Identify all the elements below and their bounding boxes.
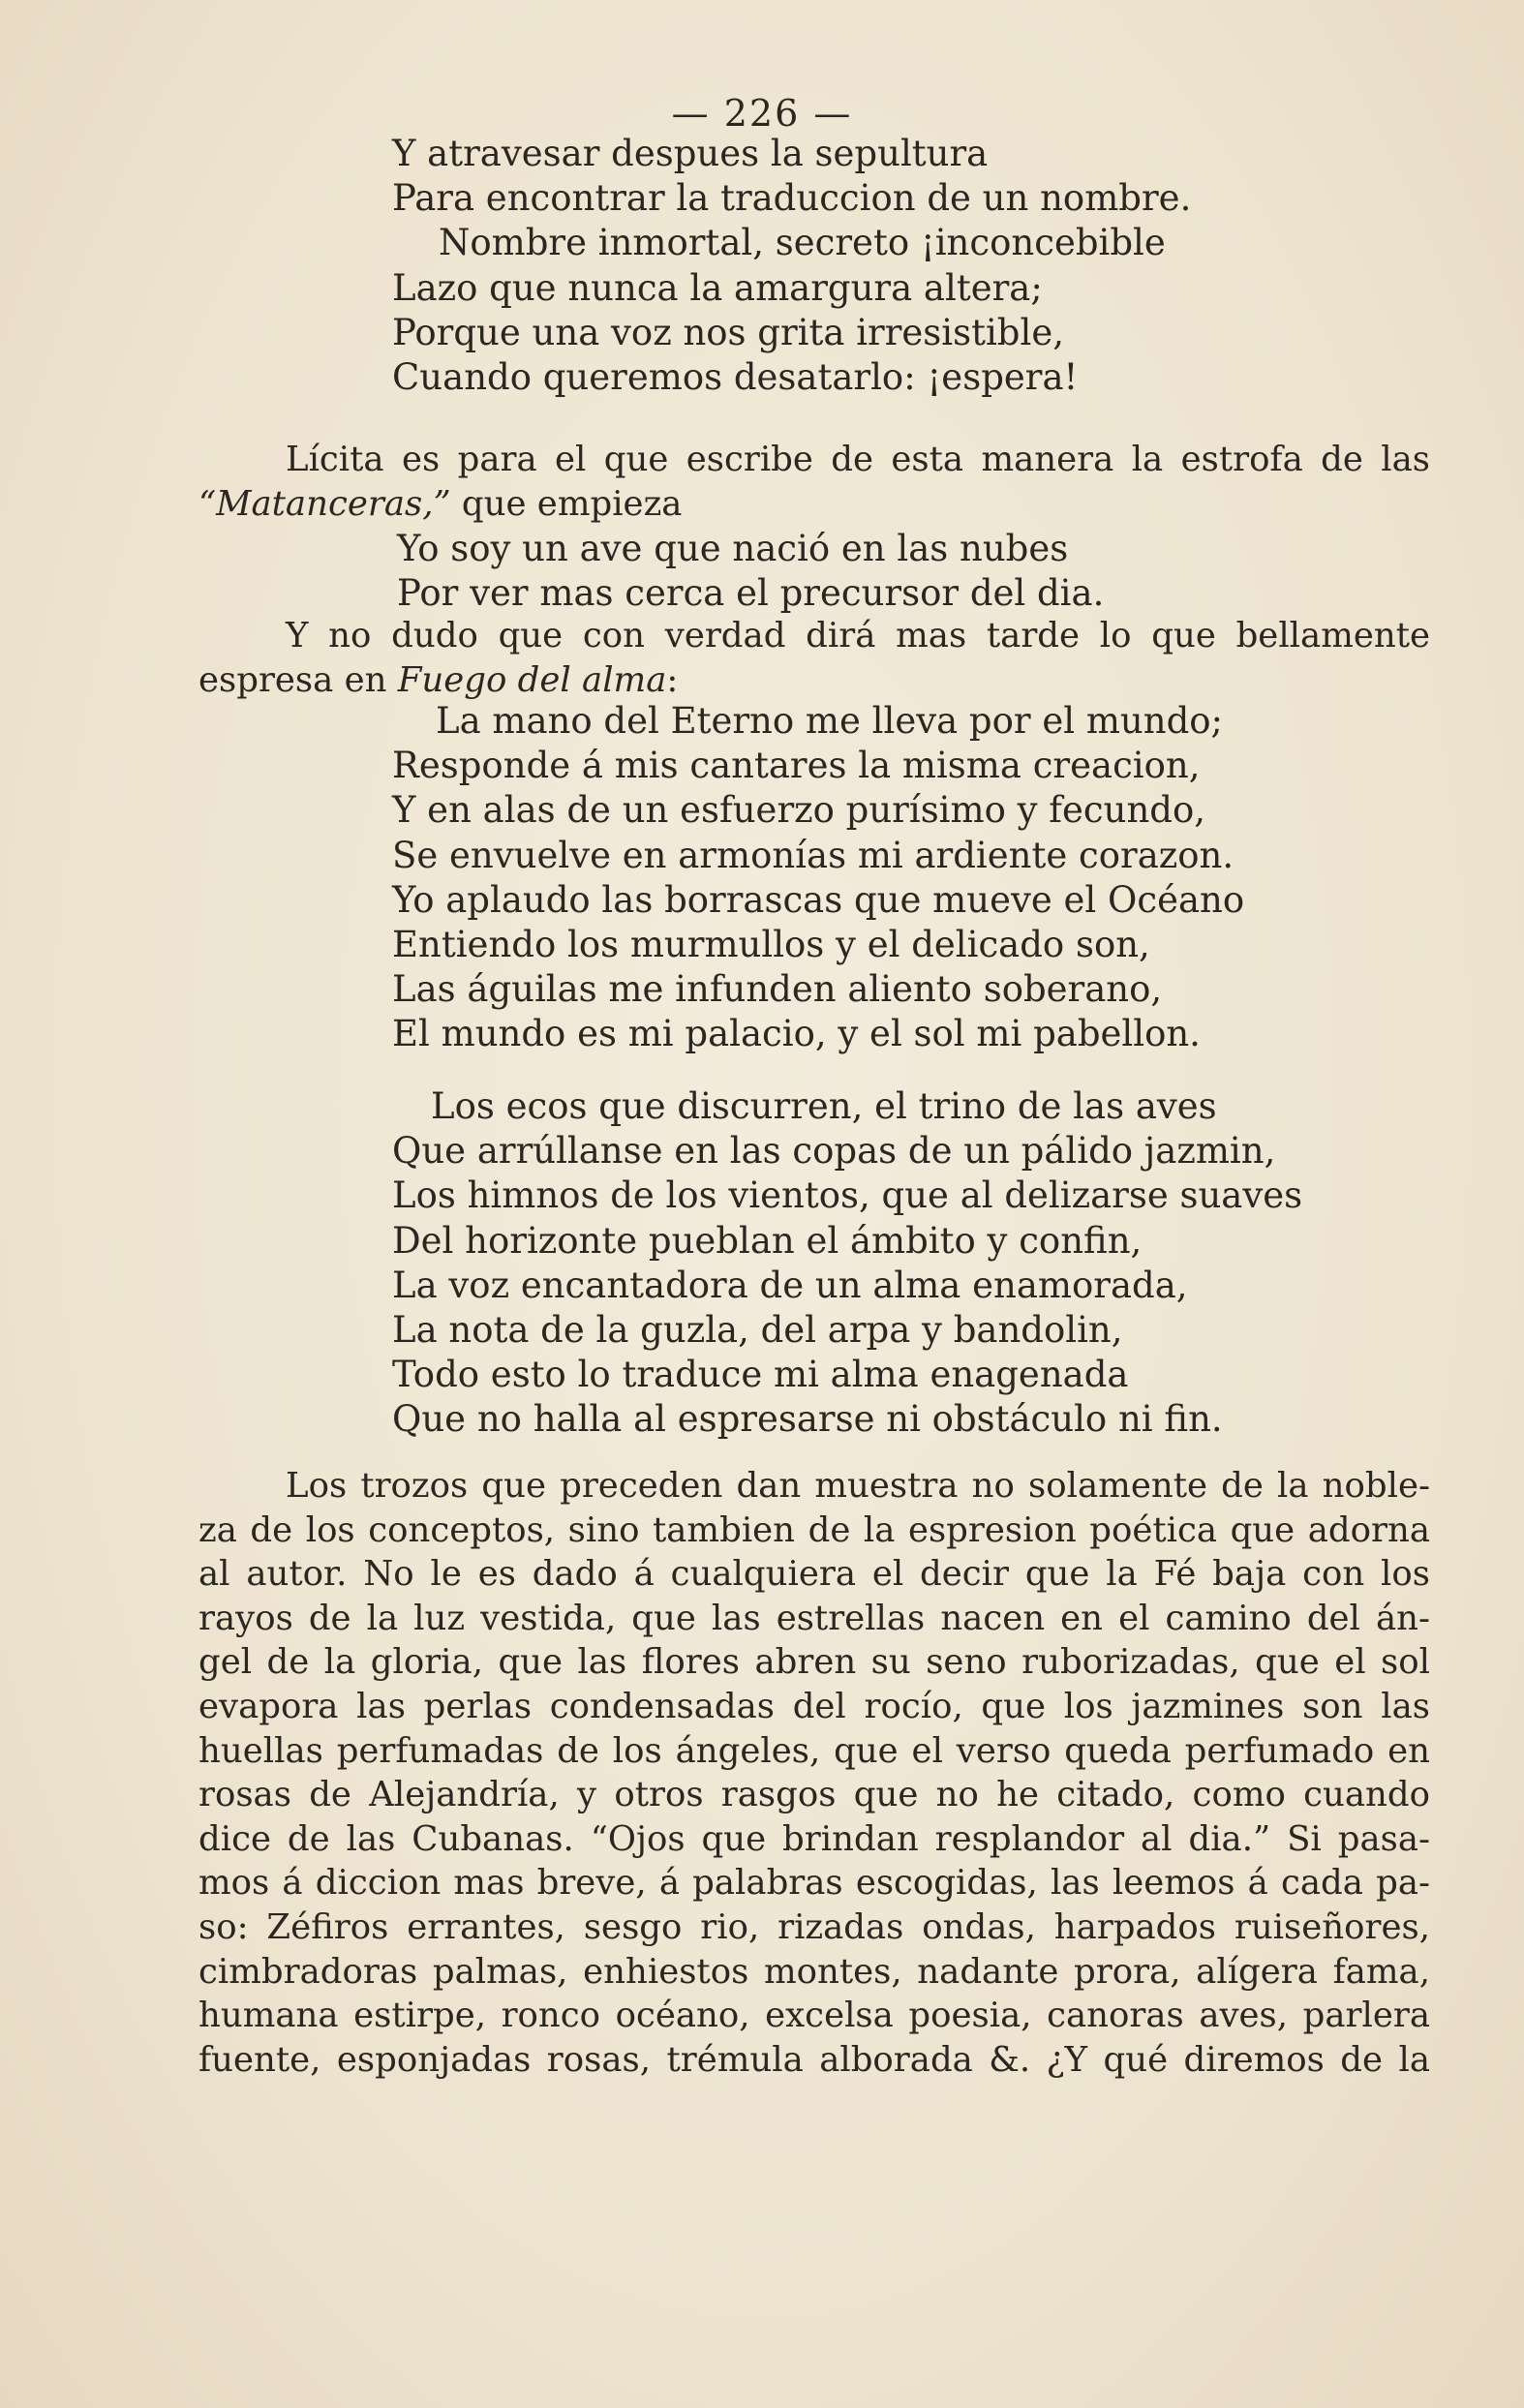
verse-line: Los himnos de los vientos, que al delizarse suaves: [392, 1174, 1303, 1217]
paragraph-text: :: [666, 660, 679, 700]
paragraph-text: que empieza: [450, 484, 683, 524]
verse-line: Responde á mis cantares la misma creacion,: [392, 745, 1201, 787]
cited-title: Fuego del alma: [397, 660, 667, 700]
paragraph-line: za de los conceptos, sino tambien de la espresion poética que adorna: [198, 1509, 1430, 1550]
verse-line: La voz encantadora de un alma enamorada,: [392, 1264, 1188, 1306]
verse-line: Yo aplaudo las borrascas que mueve el Océano: [392, 878, 1245, 921]
paragraph-line: cimbradoras palmas, enhiestos montes, nadante prora, alígera fama,: [198, 1951, 1430, 1992]
verse-line: Las águilas me infunden aliento soberano,: [392, 968, 1163, 1011]
paragraph-line: fuente, esponjadas rosas, trémula alborada &. ¿Y qué diremos de la: [198, 2039, 1430, 2080]
paragraph-line: al autor. No le es dado á cualquiera el decir que la Fé baja con los: [198, 1554, 1430, 1595]
verse-line: Se envuelve en armonías mi ardiente corazon.: [392, 834, 1234, 876]
paragraph-line: mos á diccion mas breve, á palabras escogidas, las leemos á cada pa-: [198, 1863, 1430, 1904]
verse-line: Lazo que nunca la amargura altera;: [392, 266, 1043, 309]
paragraph-line: gel de la gloria, que las flores abren su seno ruborizadas, que el sol: [198, 1642, 1430, 1683]
paragraph-line: dice de las Cubanas. “Ojos que brindan resplandor al dia.” Si pasa-: [198, 1818, 1430, 1859]
verse-line: Cuando queremos desatarlo: ¡espera!: [392, 356, 1079, 399]
verse-line: Por ver mas cerca el precursor del dia.: [397, 572, 1105, 615]
stanza-1: [392, 132, 1191, 400]
paragraph-text: Lícita es para el que escribe de esta manera la estrofa de las: [286, 440, 1430, 479]
paragraph-line: [198, 482, 1430, 527]
verse-line: La nota de la guzla, del arpa y bandolin,: [392, 1309, 1123, 1352]
paragraph-text: espresa en: [198, 660, 398, 700]
verse-line: Entiendo los murmullos y el delicado son,: [392, 924, 1150, 966]
paragraph-line: rayos de la luz vestida, que las estrellas nacen en el camino del án-: [198, 1598, 1430, 1638]
paragraph-line: so: Zéfiros errantes, sesgo rio, rizadas ondas, harpados ruiseñores,: [198, 1906, 1430, 1947]
verse-line: Nombre inmortal, secreto ¡inconcebible: [439, 222, 1166, 264]
paragraph-line: evapora las perlas condensadas del rocío, que los jazmines son las: [198, 1686, 1430, 1726]
verse-line: Del horizonte pueblan el ámbito y confin,: [392, 1219, 1143, 1262]
paragraph-line: [198, 658, 1430, 703]
cited-title: “Matanceras,”: [198, 484, 451, 524]
verse-line: Porque una voz nos grita irresistible,: [392, 311, 1064, 353]
verse-line: La mano del Eterno me lleva por el mundo;: [436, 700, 1224, 742]
paragraph-line: rosas de Alejandría, y otros rasgos que no he citado, como cuando: [198, 1775, 1430, 1815]
stanza-3: [392, 1084, 1302, 1443]
paragraph-line: humana estirpe, ronco océano, excelsa poesia, canoras aves, parlera: [198, 1996, 1430, 2036]
paragraph-2: [198, 614, 1430, 703]
verse-line: Que arrúllanse en las copas de un pálido jazmin,: [392, 1130, 1276, 1173]
verse-line: Y atravesar despues la sepultura: [392, 133, 989, 174]
paragraph-line: Los trozos que preceden dan muestra no solamente de la noble-: [286, 1466, 1430, 1506]
couplet: [397, 527, 1104, 616]
paragraph-line: [198, 438, 1430, 482]
verse-line: Y en alas de un esfuerzo purísimo y fecundo,: [392, 789, 1205, 832]
verse-line: Los ecos que discurren, el trino de las aves: [431, 1085, 1217, 1127]
stanza-2: [392, 699, 1244, 1057]
page-number: — 226 —: [671, 92, 853, 135]
paragraph-line: [198, 614, 1430, 658]
verse-line: Todo esto lo traduce mi alma enagenada: [392, 1354, 1129, 1396]
verse-line: El mundo es mi palacio, y el sol mi pabellon.: [392, 1013, 1201, 1055]
verse-line: Yo soy un ave que nació en las nubes: [397, 528, 1069, 569]
verse-line: Que no halla al espresarse ni obstáculo ni fin.: [392, 1398, 1223, 1441]
paragraph-text: Y no dudo que con verdad dirá mas tarde lo que bellamente: [286, 616, 1430, 655]
paragraph-1: [198, 438, 1430, 527]
paragraph-3: [198, 1464, 1430, 2082]
paragraph-line: huellas perfumadas de los ángeles, que el verso queda perfumado en: [198, 1730, 1430, 1771]
verse-line: Para encontrar la traduccion de un nombre.: [392, 177, 1192, 220]
